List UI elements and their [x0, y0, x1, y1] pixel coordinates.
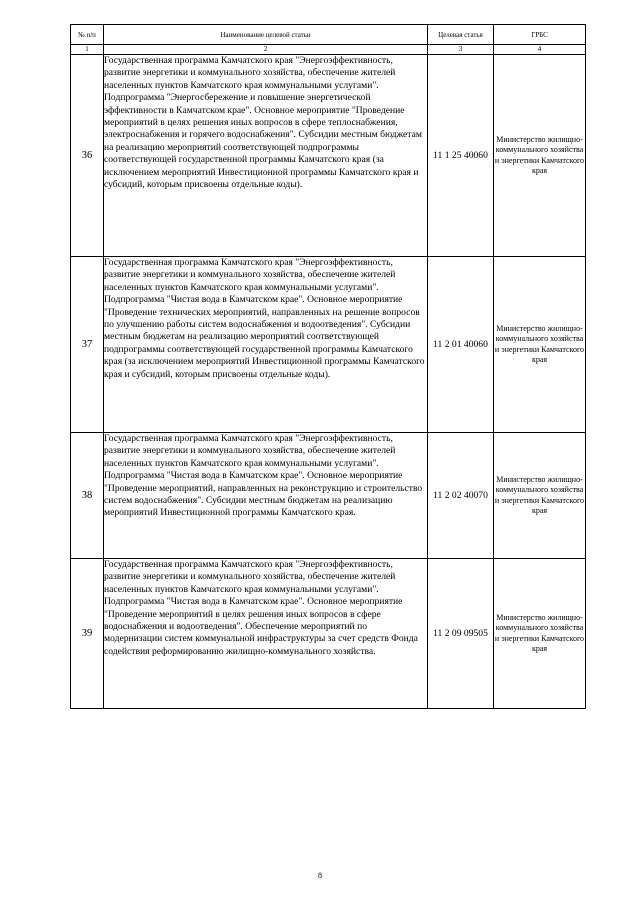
budget-items-table — [70, 24, 586, 709]
row-number: 39 — [71, 559, 104, 709]
item-code: 11 2 09 09505 — [428, 559, 494, 709]
table-row — [71, 559, 586, 709]
item-code: 11 2 02 40070 — [428, 433, 494, 559]
header-grbs: ГРБС — [494, 25, 586, 45]
item-code: 11 1 25 40060 — [428, 55, 494, 257]
header-name: Наименование целевой статьи — [104, 25, 428, 45]
column-index: 1 — [71, 45, 104, 55]
item-grbs: Министерство жилищно-коммунального хозяйства и энергетики Камчатского края — [494, 433, 586, 559]
page-number: 8 — [318, 871, 322, 880]
item-code: 11 2 01 40060 — [428, 257, 494, 433]
column-index: 4 — [494, 45, 586, 55]
item-grbs: Министерство жилищно-коммунального хозяйства и энергетики Камчатского края — [494, 55, 586, 257]
table-row — [71, 257, 586, 433]
column-index: 2 — [104, 45, 428, 55]
table-header-row — [71, 25, 586, 45]
table-row — [71, 433, 586, 559]
row-number: 36 — [71, 55, 104, 257]
item-name: Государственная программа Камчатского края "Энергоэффективность, развитие энергетики и коммунального хозяйства, обеспечение жителей населенных пунктов Камчатского края коммунальными услугами". Подпрограмма "Чистая вода в Камчатском крае". Основное мероприятие "Проведение мероприятий, направленных на реконструкцию и строительство систем водоснабжения". Субсидии местным бюджетам на реализацию мероприятий Инвестиционной программы Камчатского края. — [104, 433, 428, 559]
header-code: Целевая статья — [428, 25, 494, 45]
header-num: № п/п — [71, 25, 104, 45]
item-name: Государственная программа Камчатского края "Энергоэффективность, развитие энергетики и коммунального хозяйства, обеспечение жителей населенных пунктов Камчатского края коммунальными услугами". Подпрограмма "Энергосбережение и повышение энергетической эффективности в Камчатском крае". Основное мероприятие "Проведение мероприятий в целях решения иных вопросов в сфере теплоснабжения, электроснабжения и горячего водоснабжения". Субсидии местным бюджетам на реализацию мероприятий соответствующей подпрограммы соответствующей государственной программы Камчатского края (за исключением мероприятий Инвестиционной программы Камчатского края и субсидий, которым присвоены отдельные коды). — [104, 55, 428, 257]
item-grbs: Министерство жилищно-коммунального хозяйства и энергетики Камчатского края — [494, 257, 586, 433]
column-index-row — [71, 45, 586, 55]
row-number: 38 — [71, 433, 104, 559]
item-name: Государственная программа Камчатского края "Энергоэффективность, развитие энергетики и коммунального хозяйства, обеспечение жителей населенных пунктов Камчатского края коммунальными услугами". Подпрограмма "Чистая вода в Камчатском крае". Основное мероприятие "Проведение технических мероприятий, направленных на решение вопросов по улучшению работы систем водоснабжения и водоотведения". Субсидии местным бюджетам на реализацию мероприятий соответствующей подпрограммы соответствующей государственной программы Камчатского края (за исключением мероприятий Инвестиционной программы Камчатского края и субсидий, которым присвоены отдельные коды). — [104, 257, 428, 433]
item-grbs: Министерство жилищно-коммунального хозяйства и энергетики Камчатского края — [494, 559, 586, 709]
column-index: 3 — [428, 45, 494, 55]
item-name: Государственная программа Камчатского края "Энергоэффективность, развитие энергетики и коммунального хозяйства, обеспечение жителей населенных пунктов Камчатского края коммунальными услугами". Подпрограмма "Чистая вода в Камчатском крае". Основное мероприятие "Проведение мероприятий в целях решения иных вопросов в сфере водоснабжения и водоотведения". Обеспечение мероприятий по модернизации систем коммунальной инфраструктуры за счет средств Фонда содействия реформированию жилищно-коммунального хозяйства. — [104, 559, 428, 709]
row-number: 37 — [71, 257, 104, 433]
table-row — [71, 55, 586, 257]
